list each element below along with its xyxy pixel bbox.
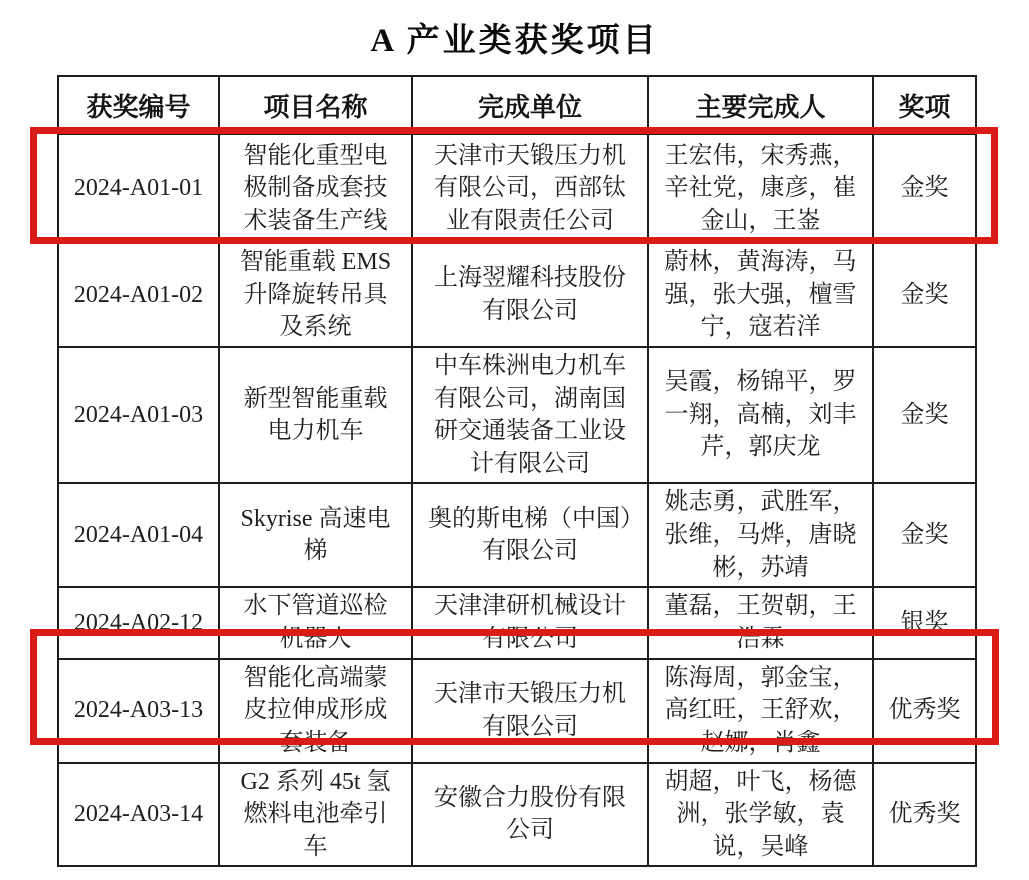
- org-cell: 天津津研机械设计有限公司: [412, 587, 648, 658]
- table-body: [58, 134, 976, 866]
- project-name-cell: 新型智能重载电力机车: [219, 347, 412, 484]
- people-cell: 王宏伟，宋秀燕，辛社党，康彦，崔金山，王崟: [648, 134, 873, 243]
- table-row: [58, 659, 976, 763]
- people-cell: 蔚林，黄海涛，马强，张大强，檀雪宁，寇若洋: [648, 243, 873, 347]
- table-row: [58, 134, 976, 243]
- award-id-cell: 2024-A01-01: [58, 134, 219, 243]
- table-row: [58, 483, 976, 587]
- org-cell: 上海翌耀科技股份有限公司: [412, 243, 648, 347]
- people-cell: 董磊，王贺朝，王浩霖: [648, 587, 873, 658]
- people-cell: 胡超，叶飞，杨德洲，张学敏，袁说，吴峰: [648, 763, 873, 867]
- project-name-cell: 智能化重型电极制备成套技术装备生产线: [219, 134, 412, 243]
- award-level-cell: 金奖: [873, 347, 976, 484]
- header-row: [58, 76, 976, 134]
- header-project-name: 项目名称: [219, 76, 412, 134]
- award-id-cell: 2024-A03-13: [58, 659, 219, 763]
- page-title: A 产业类获奖项目: [370, 23, 659, 59]
- org-cell: 天津市天锻压力机有限公司，西部钛业有限责任公司: [412, 134, 648, 243]
- project-name-cell: 智能化高端蒙皮拉伸成形成套装备: [219, 659, 412, 763]
- award-id-cell: 2024-A01-03: [58, 347, 219, 484]
- award-level-cell: 优秀奖: [873, 763, 976, 867]
- award-id-cell: 2024-A01-04: [58, 483, 219, 587]
- awards-table: [57, 75, 977, 867]
- people-cell: 吴霞，杨锦平，罗一翔，高楠，刘丰芹，郭庆龙: [648, 347, 873, 484]
- award-id-cell: 2024-A03-14: [58, 763, 219, 867]
- header-main-contributors: 主要完成人: [648, 76, 873, 134]
- org-cell: 奥的斯电梯（中国）有限公司: [412, 483, 648, 587]
- header-award-level: 奖项: [873, 76, 976, 134]
- table-row: [58, 347, 976, 484]
- org-cell: 安徽合力股份有限公司: [412, 763, 648, 867]
- award-level-cell: 金奖: [873, 134, 976, 243]
- award-id-cell: 2024-A02-12: [58, 587, 219, 658]
- award-level-cell: 银奖: [873, 587, 976, 658]
- project-name-cell: 水下管道巡检机器人: [219, 587, 412, 658]
- people-cell: 陈海周，郭金宝，高红旺，王舒欢，赵娜，肖鑫: [648, 659, 873, 763]
- table-row: [58, 243, 976, 347]
- org-cell: 天津市天锻压力机有限公司: [412, 659, 648, 763]
- award-level-cell: 优秀奖: [873, 659, 976, 763]
- project-name-cell: 智能重载 EMS 升降旋转吊具及系统: [219, 243, 412, 347]
- table-row: [58, 587, 976, 658]
- project-name-cell: Skyrise 高速电梯: [219, 483, 412, 587]
- people-cell: 姚志勇，武胜军，张维，马烨，唐晓彬，苏靖: [648, 483, 873, 587]
- award-id-cell: 2024-A01-02: [58, 243, 219, 347]
- award-level-cell: 金奖: [873, 243, 976, 347]
- table-header: [58, 76, 976, 134]
- header-award-id: 获奖编号: [58, 76, 219, 134]
- project-name-cell: G2 系列 45t 氢燃料电池牵引车: [219, 763, 412, 867]
- org-cell: 中车株洲电力机车有限公司，湖南国研交通装备工业设计有限公司: [412, 347, 648, 484]
- table-row: [58, 763, 976, 867]
- award-level-cell: 金奖: [873, 483, 976, 587]
- header-completing-org: 完成单位: [412, 76, 648, 134]
